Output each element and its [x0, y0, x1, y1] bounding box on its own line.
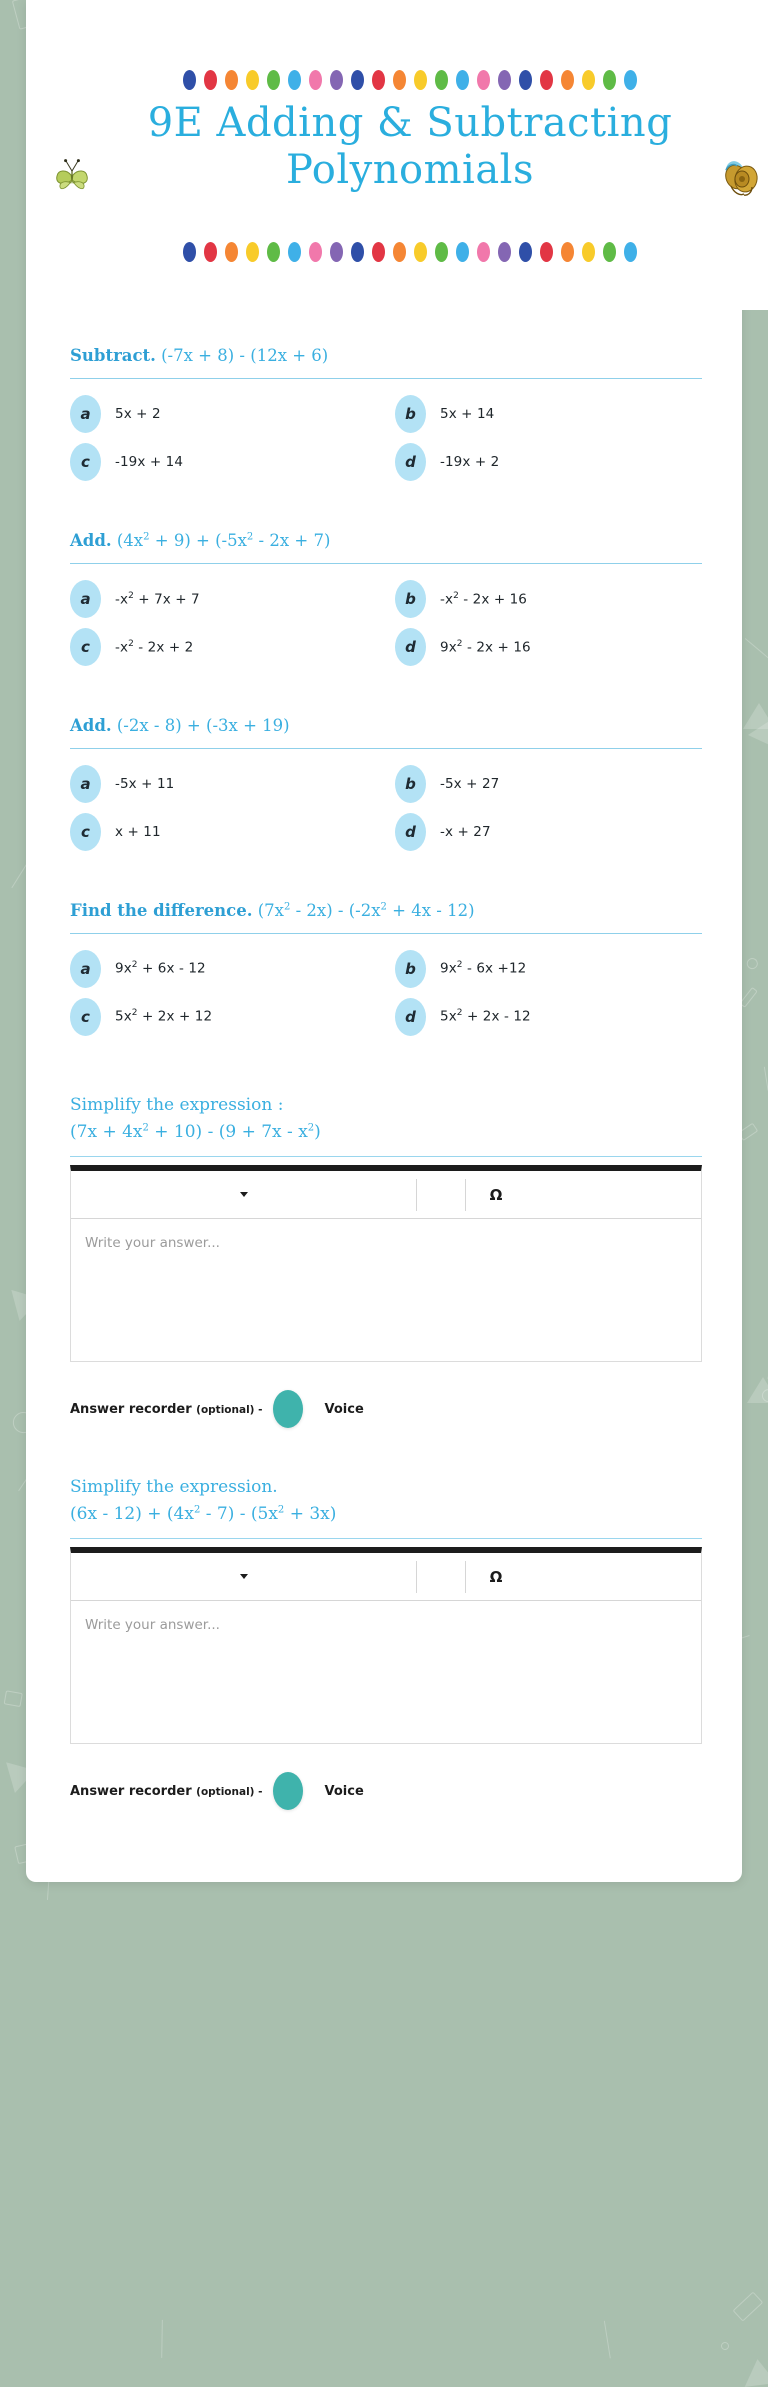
- free-response-block: [48, 1466, 720, 1810]
- toolbar-spacer: [417, 1171, 465, 1218]
- option-text: $5x^2 + 2x - 12$: [440, 1008, 531, 1025]
- answer-recorder-optional: (optional) -: [196, 1785, 263, 1798]
- answer-recorder-optional: (optional) -: [196, 1403, 263, 1416]
- decorative-dot: [246, 70, 259, 90]
- decorative-dot: [183, 70, 196, 90]
- option-text: $-x^2 - 2x + 2$: [115, 638, 194, 656]
- decorative-dot: [561, 242, 574, 262]
- voice-record-button[interactable]: [273, 1390, 303, 1428]
- answer-option-c[interactable]: [70, 996, 395, 1038]
- decorative-dot: [351, 70, 364, 90]
- question-prompt: [48, 529, 720, 563]
- option-text: $9x^2 - 2x + 16$: [440, 638, 531, 656]
- decorative-dot: [414, 70, 427, 90]
- option-text: -19x + 2: [440, 453, 500, 470]
- question-expression: (-7x + 8) - (12x + 6): [161, 346, 329, 365]
- answer-option-c[interactable]: [70, 811, 395, 853]
- worksheet-header: [26, 0, 768, 310]
- answer-placeholder: Write your answer...: [85, 1617, 220, 1634]
- option-key-bubble[interactable]: a: [70, 395, 101, 433]
- answer-option-b[interactable]: [395, 763, 720, 805]
- option-text: 5x + 2: [115, 405, 161, 422]
- free-response-expression: $(6x - 12) + (4x^2 - 7) - (5x^2 + 3x)$: [70, 1504, 337, 1525]
- decorative-dot: [330, 70, 343, 90]
- decorative-dot: [603, 70, 616, 90]
- decorative-dot: [582, 70, 595, 90]
- answer-recorder-row: [48, 1362, 720, 1428]
- question-block: [48, 899, 720, 1038]
- decorative-dot: [498, 242, 511, 262]
- free-response-divider: [70, 1538, 702, 1539]
- option-text: -19x + 14: [115, 453, 184, 470]
- free-response-divider: [70, 1156, 702, 1157]
- question-expression: (-2x - 8) + (-3x + 19): [116, 715, 290, 735]
- butterfly-icon: [52, 158, 92, 194]
- answer-input[interactable]: [71, 1219, 701, 1361]
- free-response-prompt-line1: Simplify the expression.: [70, 1477, 278, 1498]
- question-block: [48, 714, 720, 853]
- option-text: 5x + 14: [440, 405, 495, 422]
- decorative-dot: [540, 70, 553, 90]
- question-label: Subtract.: [70, 346, 156, 365]
- rich-text-editor: [70, 1547, 702, 1744]
- question-prompt: [48, 899, 720, 933]
- decorative-dot: [183, 242, 196, 262]
- decorative-dot: [540, 242, 553, 262]
- decorative-dot: [393, 242, 406, 262]
- decorative-dot: [309, 242, 322, 262]
- option-key-bubble[interactable]: c: [70, 628, 101, 666]
- option-text: $-x^2 + 7x + 7$: [115, 590, 200, 608]
- decorative-dot: [582, 242, 595, 262]
- insert-symbol-button[interactable]: Ω: [489, 1567, 503, 1586]
- option-text: $-x^2 - 2x + 16$: [440, 590, 527, 608]
- question-expression: $(4x^2 + 9) + (-5x^2 - 2x + 7)$: [116, 530, 331, 550]
- decorative-dot: [624, 70, 637, 90]
- answer-input[interactable]: [71, 1601, 701, 1743]
- voice-label: Voice: [324, 1783, 364, 1799]
- question-divider: [70, 933, 702, 934]
- answer-option-c[interactable]: [70, 626, 395, 668]
- answer-placeholder: Write your answer...: [85, 1235, 220, 1252]
- answer-option-a[interactable]: [70, 393, 395, 435]
- decorative-dot: [393, 70, 406, 90]
- answer-option-a[interactable]: [70, 578, 395, 620]
- option-text: $5x^2 + 2x + 12$: [115, 1008, 213, 1025]
- question-divider: [70, 748, 702, 749]
- decorative-dot: [603, 242, 616, 262]
- answer-options: [48, 578, 720, 668]
- question-prompt: [48, 714, 720, 748]
- option-key-bubble[interactable]: d: [395, 998, 426, 1036]
- decorative-dot: [204, 242, 217, 262]
- decorative-dot: [288, 70, 301, 90]
- answer-options: [48, 948, 720, 1038]
- question-label: Add.: [70, 530, 112, 550]
- option-key-bubble[interactable]: c: [70, 813, 101, 851]
- answer-option-d[interactable]: [395, 996, 720, 1038]
- decorative-dot: [435, 70, 448, 90]
- option-key-bubble[interactable]: d: [395, 813, 426, 851]
- option-key-bubble[interactable]: d: [395, 628, 426, 666]
- voice-record-button[interactable]: [273, 1772, 303, 1810]
- decorative-dot: [435, 242, 448, 262]
- answer-option-b[interactable]: [395, 578, 720, 620]
- rich-text-editor: [70, 1165, 702, 1362]
- decorative-dot: [456, 242, 469, 262]
- option-key-bubble[interactable]: b: [395, 580, 426, 618]
- option-key-bubble[interactable]: c: [70, 998, 101, 1036]
- decorative-dot: [477, 242, 490, 262]
- answer-option-a[interactable]: [70, 948, 395, 990]
- answer-option-d[interactable]: [395, 626, 720, 668]
- decorative-dot: [204, 70, 217, 90]
- decorative-dot: [561, 70, 574, 90]
- page-title: 9E Adding & Subtracting Polynomials: [147, 100, 673, 194]
- answer-option-c[interactable]: [70, 441, 395, 483]
- free-response-block: [48, 1084, 720, 1428]
- insert-symbol-button[interactable]: Ω: [489, 1185, 503, 1204]
- decorative-dot: [225, 70, 238, 90]
- free-response-prompt-line1: Simplify the expression :: [70, 1094, 284, 1115]
- question-prompt: [48, 344, 720, 378]
- worksheet-card: [26, 0, 742, 1882]
- chevron-down-icon: [240, 1574, 248, 1579]
- decorative-dot: [498, 70, 511, 90]
- question-block: [48, 344, 720, 483]
- answer-options: [48, 393, 720, 483]
- decorative-dot: [309, 70, 322, 90]
- option-text: -5x + 27: [440, 775, 500, 792]
- decorative-dot-row-bottom: [26, 242, 768, 262]
- decorative-dot: [225, 242, 238, 262]
- option-key-bubble[interactable]: d: [395, 443, 426, 481]
- question-block: [48, 529, 720, 668]
- option-key-bubble[interactable]: c: [70, 443, 101, 481]
- answer-option-d[interactable]: [395, 811, 720, 853]
- question-label: Find the difference.: [70, 900, 253, 920]
- voice-label: Voice: [324, 1401, 364, 1417]
- answer-option-b[interactable]: [395, 948, 720, 990]
- question-expression: $(7x^2 - 2x) - (-2x^2 + 4x - 12)$: [257, 900, 475, 920]
- toolbar-spacer: [417, 1553, 465, 1600]
- answer-recorder-label: Answer recorder (optional) -: [70, 1783, 263, 1799]
- option-key-bubble[interactable]: a: [70, 580, 101, 618]
- decorative-dot: [246, 242, 259, 262]
- option-key-bubble[interactable]: a: [70, 950, 101, 988]
- decorative-dot: [414, 242, 427, 262]
- editor-toolbar: [71, 1171, 701, 1219]
- answer-recorder-row: [48, 1744, 720, 1810]
- chevron-down-icon: [240, 1192, 248, 1197]
- decorative-dot: [288, 242, 301, 262]
- option-key-bubble[interactable]: a: [70, 765, 101, 803]
- bee-icon: [722, 155, 762, 199]
- option-text: -5x + 11: [115, 775, 175, 792]
- decorative-dot: [372, 70, 385, 90]
- option-text: $9x^2 + 6x - 12$: [115, 960, 206, 977]
- option-key-bubble[interactable]: b: [395, 395, 426, 433]
- free-response-expression: $(7x + 4x^2 + 10) - (9 + 7x - x^2)$: [70, 1121, 321, 1142]
- answer-option-b[interactable]: [395, 393, 720, 435]
- decorative-dot: [519, 242, 532, 262]
- decorative-dot: [456, 70, 469, 90]
- answer-option-d[interactable]: [395, 441, 720, 483]
- decorative-dot: [330, 242, 343, 262]
- answer-options: [48, 763, 720, 853]
- answer-option-a[interactable]: [70, 763, 395, 805]
- decorative-dot-row-top: [26, 70, 768, 90]
- editor-toolbar: [71, 1553, 701, 1601]
- option-text: x + 11: [115, 823, 161, 840]
- decorative-dot: [624, 242, 637, 262]
- toolbar-dropdown-button[interactable]: [71, 1171, 416, 1218]
- decorative-dot: [477, 70, 490, 90]
- decorative-dot: [519, 70, 532, 90]
- question-label: Add.: [70, 715, 112, 735]
- toolbar-dropdown-button[interactable]: [71, 1553, 416, 1600]
- question-divider: [70, 563, 702, 564]
- decorative-dot: [267, 242, 280, 262]
- decorative-dot: [267, 70, 280, 90]
- option-text: $9x^2 - 6x +12$: [440, 960, 527, 977]
- option-key-bubble[interactable]: b: [395, 765, 426, 803]
- free-response-prompt: [48, 1474, 720, 1536]
- free-response-prompt: [48, 1092, 720, 1154]
- option-key-bubble[interactable]: b: [395, 950, 426, 988]
- option-text: -x + 27: [440, 823, 491, 840]
- question-divider: [70, 378, 702, 379]
- decorative-dot: [351, 242, 364, 262]
- decorative-dot: [372, 242, 385, 262]
- answer-recorder-label: Answer recorder (optional) -: [70, 1401, 263, 1417]
